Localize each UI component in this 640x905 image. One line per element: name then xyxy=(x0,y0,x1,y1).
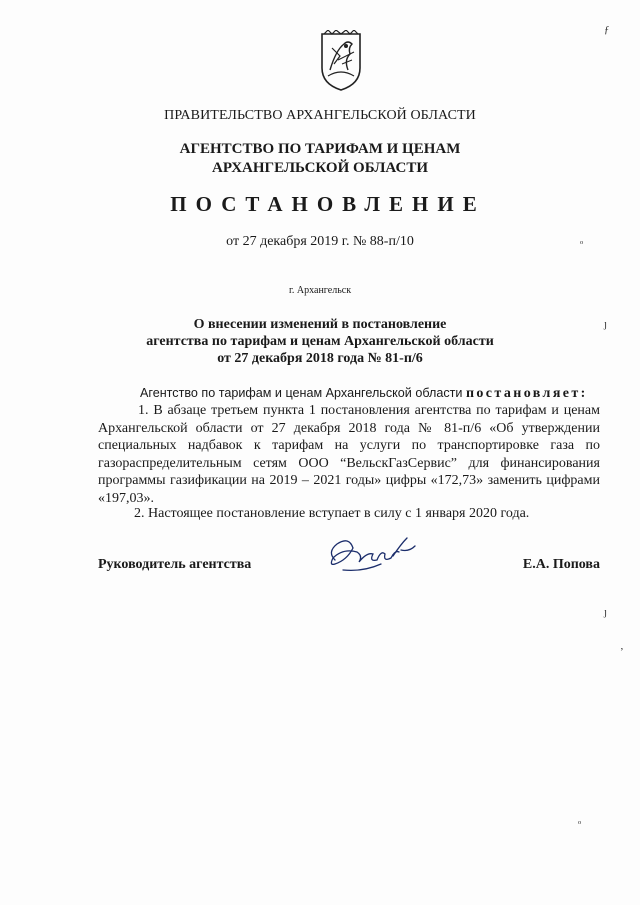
item-1-text: 1. В абзаце третьем пункта 1 постановления агентства по тарифам и ценам Архангельской области от 27 декабря 2018 года № 81-п/6 «Об утверждении специальных надбавок к тарифам на услуги по транспортировке газа по газораспределительным сетям ООО “ВельскГазСервис” для финансирования программы газификации на 2019 – 2021 годы» цифры «172,73» заменить цифрами «197,03». xyxy=(98,403,600,506)
subject-line3: от 27 декабря 2018 года № 81-п/6 xyxy=(217,351,423,366)
item-2-paragraph: 2. Настоящее постановление вступает в силу с 1 января 2020 года. xyxy=(134,506,530,521)
signatory-name: Е.А. Попова xyxy=(522,557,600,572)
agency-name-line2: АРХАНГЕЛЬСКОЙ ОБЛАСТИ xyxy=(212,160,428,176)
intro-paragraph xyxy=(140,385,600,403)
margin-mark: ƒ xyxy=(604,24,610,36)
margin-mark: ȷ xyxy=(604,606,608,618)
agency-name xyxy=(0,140,640,178)
intro-action: постановляет: xyxy=(465,386,588,401)
margin-mark: ‚ xyxy=(620,640,624,652)
city-name: г. Архангельск xyxy=(288,285,352,296)
coat-of-arms-emblem xyxy=(318,30,364,92)
margin-mark: ȷ xyxy=(604,318,608,330)
item-1-paragraph xyxy=(98,402,600,508)
document-type-title: ПОСТАНОВЛЕНИЕ xyxy=(170,192,486,216)
margin-mark: ᵒ xyxy=(580,238,584,250)
subject-line1: О внесении изменений в постановление xyxy=(193,317,447,332)
handwritten-signature xyxy=(323,530,423,578)
government-name: ПРАВИТЕЛЬСТВО АРХАНГЕЛЬСКОЙ ОБЛАСТИ xyxy=(164,108,476,123)
margin-mark: ᵒ xyxy=(578,818,582,830)
decree-date-number: от 27 декабря 2019 г. № 88-п/10 xyxy=(226,234,414,249)
decree-subject xyxy=(0,316,640,367)
signatory-title: Руководитель агентства xyxy=(98,557,252,572)
agency-name-line1: АГЕНТСТВО ПО ТАРИФАМ И ЦЕНАМ xyxy=(179,141,461,157)
subject-line2: агентства по тарифам и ценам Архангельской области xyxy=(146,334,494,349)
intro-text: Агентство по тарифам и ценам Архангельской области xyxy=(140,386,463,400)
